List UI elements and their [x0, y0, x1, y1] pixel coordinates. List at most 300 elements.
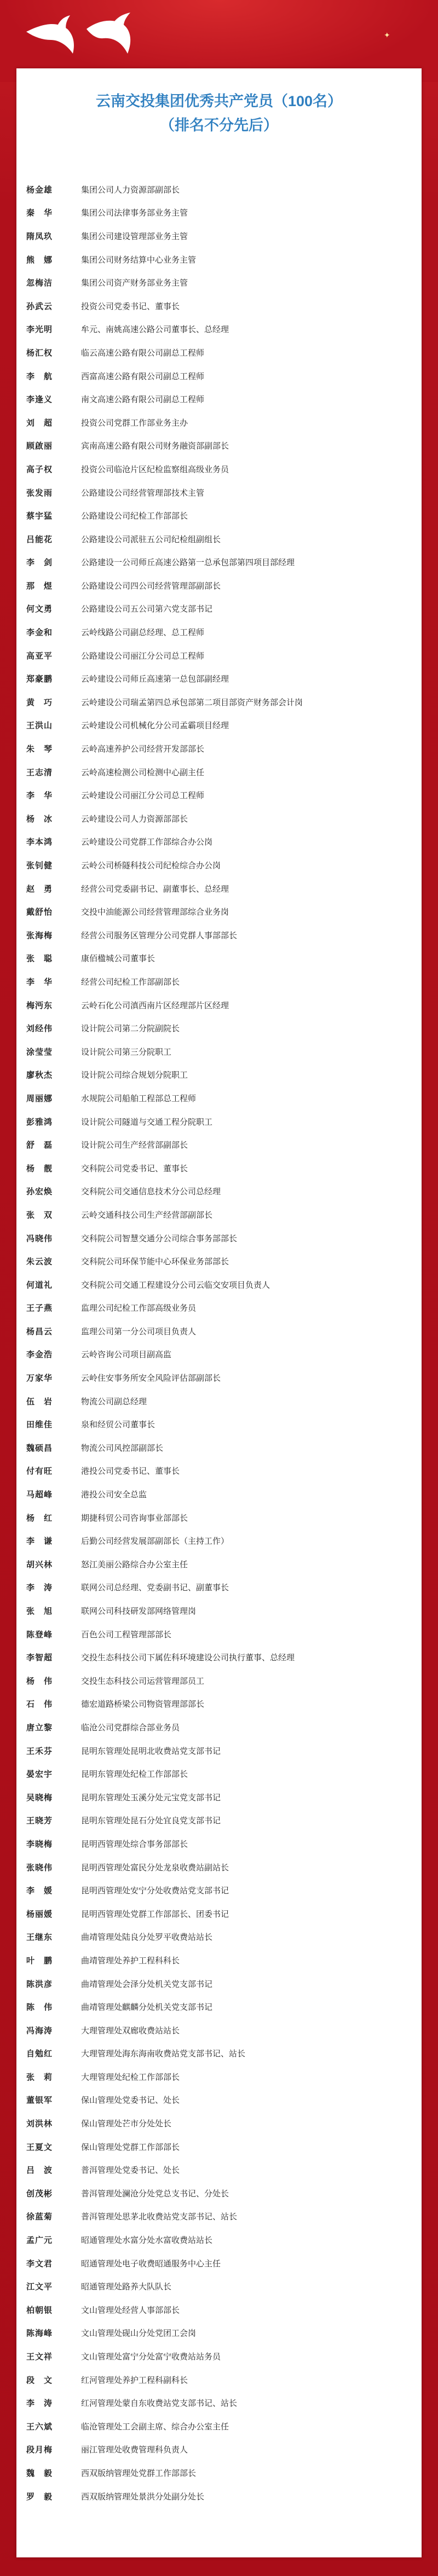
member-name: 冯海涛: [26, 2025, 53, 2036]
member-name: 叶 鹏: [26, 1955, 53, 1966]
member-name: 朱 琴: [26, 744, 53, 754]
member-organization: 昆明东管理处玉溪分处元宝党支部书记: [81, 1792, 221, 1802]
member-organization: 昆明东管理处纪检工作部部长: [81, 1769, 188, 1780]
member-row: [21, 527, 415, 551]
member-organization: 康佰楹城公司董事长: [81, 953, 155, 964]
member-name: 高亚平: [26, 650, 53, 661]
member-organization: 临云高速公路有限公司副总工程师: [81, 347, 205, 358]
member-organization: 云岭建设公司丽江分公司总工程师: [81, 790, 205, 801]
member-organization: 物流公司副总经理: [81, 1396, 147, 1406]
member-organization: 后勤公司经营发展部副部长（主持工作）: [81, 1536, 229, 1546]
member-name: 胡兴林: [26, 1559, 53, 1569]
member-name: 张 聪: [26, 953, 53, 964]
member-name: 段 文: [26, 2375, 53, 2385]
member-row: [21, 877, 415, 900]
member-organization: 丽江管理处收费管理科负责人: [81, 2445, 188, 2455]
member-organization: 昭通管理处路养大队队长: [81, 2282, 172, 2292]
member-organization: 西富高速公路有限公司副总工程师: [81, 371, 205, 381]
member-organization: 大理管理处纪检工作部部长: [81, 2072, 180, 2082]
member-organization: 南文高速公路有限公司副总工程师: [81, 394, 205, 405]
member-name: 忽梅洁: [26, 278, 53, 288]
member-name: 隋凤玖: [26, 231, 53, 241]
members-card: [16, 68, 422, 2557]
member-row: [21, 1832, 415, 1856]
member-row: [21, 1879, 415, 1902]
member-name: 郑豪鹏: [26, 674, 53, 684]
member-name: 自勉红: [26, 2049, 53, 2059]
member-organization: 交科院公司环保节能中心环保业务部部长: [81, 1257, 229, 1267]
member-name: 李 华: [26, 790, 53, 801]
member-row: [21, 2019, 415, 2042]
member-name: 高子权: [26, 464, 53, 474]
member-row: [21, 807, 415, 830]
member-row: [21, 248, 415, 271]
member-row: [21, 2182, 415, 2205]
member-name: 刘经伟: [26, 1024, 53, 1034]
member-name: 那 煜: [26, 580, 53, 591]
member-row: [21, 1273, 415, 1296]
member-row: [21, 2345, 415, 2368]
member-row: [21, 830, 415, 854]
member-name: 廖秋杰: [26, 1070, 53, 1080]
member-organization: 交科院公司交通信息技术分公司总经理: [81, 1187, 221, 1197]
member-name: 李金浩: [26, 1350, 53, 1360]
member-organization: 集团公司法律事务部业务主管: [81, 208, 188, 218]
member-name: 彭雅鸿: [26, 1117, 53, 1127]
member-row: [21, 923, 415, 947]
member-name: 刘 超: [26, 417, 53, 428]
member-organization: 曲靖管理处会泽分处机关党支部书记: [81, 1979, 213, 1989]
member-row: [21, 551, 415, 574]
member-row: [21, 760, 415, 784]
member-name: 付有旺: [26, 1466, 53, 1476]
member-organization: 保山管理处芒市分处处长: [81, 2119, 172, 2129]
member-name: 李 媛: [26, 1886, 53, 1896]
member-name: 段月梅: [26, 2445, 53, 2455]
member-name: 魏硕昌: [26, 1443, 53, 1453]
member-name: 王禾芬: [26, 1746, 53, 1756]
member-organization: 云岭建设公司瑞孟第四总承包部第二项目部资产财务部会计岗: [81, 697, 303, 707]
member-row: [21, 1086, 415, 1110]
page-title: 云南交投集团优秀共产党员（100名）: [95, 93, 343, 109]
member-name: 杨金雄: [26, 184, 53, 195]
member-row: [21, 667, 415, 690]
member-row: [21, 1133, 415, 1156]
member-organization: 监理公司第一分公司项目负责人: [81, 1326, 197, 1336]
member-organization: 设计院公司第三分院职工: [81, 1046, 172, 1057]
member-name: 李 剑: [26, 557, 53, 568]
member-name: 李晓梅: [26, 1839, 53, 1849]
member-row: [21, 364, 415, 388]
member-name: 李智超: [26, 1653, 53, 1663]
member-organization: 曲靖管理处养护工程科科长: [81, 1955, 180, 1966]
member-organization: 云岭线路公司副总经理、总工程师: [81, 627, 205, 638]
member-row: [21, 1063, 415, 1087]
member-row: [21, 1110, 415, 1133]
member-organization: 文山管理处砚山分处党团工会岗: [81, 2328, 197, 2339]
member-row: [21, 2485, 415, 2508]
member-row: [21, 2089, 415, 2112]
member-organization: 西双版纳管理处党群工作部部长: [81, 2468, 197, 2478]
member-organization: 交科院公司智慧交通分公司综合事务部部长: [81, 1233, 238, 1243]
member-row: [21, 2158, 415, 2182]
member-organization: 设计院公司第二分院副院长: [81, 1024, 180, 1034]
member-name: 王夏文: [26, 2142, 53, 2152]
member-name: 张 莉: [26, 2072, 53, 2082]
member-name: 秦 华: [26, 208, 53, 218]
member-organization: 期捷科贸公司咨询事业部部长: [81, 1513, 188, 1523]
member-organization: 普洱管理处党委书记、处长: [81, 2165, 180, 2176]
member-name: 吕能花: [26, 534, 53, 544]
member-organization: 文山管理处经营人事部部长: [81, 2305, 180, 2315]
member-row: [21, 2252, 415, 2275]
member-name: 杨 靓: [26, 1163, 53, 1173]
doves-icon: [21, 10, 141, 70]
member-name: 吕 波: [26, 2165, 53, 2176]
member-organization: 云岭建设公司师丘高速第一总包部副经理: [81, 674, 229, 684]
member-row: [21, 1180, 415, 1203]
member-organization: 经营公司服务区管理分公司党群人事部部长: [81, 930, 238, 940]
member-row: [21, 2298, 415, 2322]
member-organization: 投资公司党群工作部业务主办: [81, 417, 188, 428]
member-row: [21, 2112, 415, 2135]
member-organization: 公路建设公司派驻五公司纪检组副组长: [81, 534, 221, 544]
member-organization: 交投中油能源公司经营管理部综合业务岗: [81, 907, 229, 917]
member-organization: 昆明东管理处昆石分处宜良党支部书记: [81, 1816, 221, 1826]
member-row: [21, 457, 415, 481]
member-name: 创茂彬: [26, 2188, 53, 2199]
member-list: [21, 178, 415, 2508]
member-row: [21, 1669, 415, 1693]
member-organization: 集团公司财务结算中心业务主管: [81, 254, 197, 265]
member-name: 何文勇: [26, 604, 53, 614]
member-organization: 交科院公司交通工程建设分公司云临交安项目负责人: [81, 1280, 270, 1290]
member-name: 孟广元: [26, 2235, 53, 2246]
member-organization: 公路建设一公司师丘高速公路第一总承包部第四项目部经理: [81, 557, 295, 568]
member-organization: 交投生态科技公司运营管理部员工: [81, 1676, 205, 1686]
member-name: 张海梅: [26, 930, 53, 940]
member-name: 董银军: [26, 2095, 53, 2106]
member-organization: 云岭高速养护公司经营开发部部长: [81, 744, 205, 754]
member-name: 张 双: [26, 1210, 53, 1220]
member-row: [21, 900, 415, 923]
member-row: [21, 2135, 415, 2159]
member-organization: 昆明西管理处安宁分处收费站党支部书记: [81, 1886, 229, 1896]
member-row: [21, 1856, 415, 1879]
member-row: [21, 1576, 415, 1600]
member-row: [21, 1482, 415, 1506]
member-organization: 西双版纳管理处景洪分处副分处长: [81, 2491, 205, 2502]
member-name: 赵 勇: [26, 883, 53, 894]
member-name: 杨 伟: [26, 1676, 53, 1686]
member-organization: 云岭建设公司人力资源部部长: [81, 813, 188, 824]
member-name: 李逢义: [26, 394, 53, 405]
member-name: 李金和: [26, 627, 53, 638]
member-organization: 泉和经贸公司董事长: [81, 1420, 155, 1430]
member-organization: 港投公司安全总监: [81, 1490, 147, 1500]
member-organization: 物流公司风控部副部长: [81, 1443, 164, 1453]
member-name: 马超峰: [26, 1490, 53, 1500]
member-row: [21, 2391, 415, 2415]
member-name: 王子燕: [26, 1303, 53, 1313]
member-organization: 设计院公司生产经营部副部长: [81, 1140, 188, 1150]
member-organization: 公路建设公司丽江分公司总工程师: [81, 650, 205, 661]
member-row: [21, 1506, 415, 1530]
member-name: 朱云波: [26, 1257, 53, 1267]
member-name: 张钊健: [26, 860, 53, 871]
member-organization: 交投生态科技公司下属佐科环境建设公司执行董事、总经理: [81, 1653, 295, 1663]
member-name: 李本鸿: [26, 837, 53, 847]
member-name: 李文君: [26, 2258, 53, 2269]
member-name: 舒 磊: [26, 1140, 53, 1150]
member-row: [21, 1902, 415, 1926]
member-name: 张发雨: [26, 487, 53, 498]
member-row: [21, 1693, 415, 1716]
member-row: [21, 644, 415, 667]
member-row: [21, 1645, 415, 1669]
member-name: 杨 冰: [26, 813, 53, 824]
member-organization: 德宏道路桥梁公司物资管理部部长: [81, 1699, 205, 1709]
member-name: 梅沔东: [26, 1000, 53, 1010]
member-organization: 曲靖管理处麒麟分处机关党支部书记: [81, 2002, 213, 2013]
member-organization: 投资公司党委书记、董事长: [81, 301, 180, 311]
member-row: [21, 1366, 415, 1389]
member-name: 刘洪林: [26, 2119, 53, 2129]
member-name: 石 伟: [26, 1699, 53, 1709]
member-row: [21, 1552, 415, 1576]
member-organization: 公路建设公司四公司经营管理部副部长: [81, 580, 221, 591]
member-row: [21, 1739, 415, 1763]
member-row: [21, 1412, 415, 1436]
member-organization: 云岭石化公司滇西南片区经理部片区经理: [81, 1000, 229, 1010]
member-name: 陈海峰: [26, 2328, 53, 2339]
member-row: [21, 341, 415, 364]
sparkle-icon: ✦: [384, 31, 390, 40]
member-row: [21, 178, 415, 201]
member-row: [21, 1343, 415, 1366]
member-row: [21, 2205, 415, 2229]
member-organization: 临沧管理处工会副主席、综合办公室主任: [81, 2421, 229, 2432]
member-name: 杨昌云: [26, 1326, 53, 1336]
member-organization: 昭通管理处水富分处水富收费站站长: [81, 2235, 213, 2246]
member-name: 柏朝银: [26, 2305, 53, 2315]
member-row: [21, 504, 415, 527]
member-organization: 百色公司工程管理部部长: [81, 1629, 172, 1639]
member-name: 吴晓梅: [26, 1792, 53, 1802]
member-organization: 临沧公司党群综合部业务员: [81, 1722, 180, 1732]
member-row: [21, 1203, 415, 1226]
member-organization: 云岭公司桥隧科技公司纪检综合办公岗: [81, 860, 221, 871]
member-row: [21, 1249, 415, 1273]
member-organization: 云岭咨询公司项目副高监: [81, 1350, 172, 1360]
member-row: [21, 1623, 415, 1646]
member-organization: 昆明西管理处党群工作部部长、团委书记: [81, 1909, 229, 1919]
member-organization: 云岭建设公司机械化分公司孟霸项目经理: [81, 720, 229, 731]
member-organization: 云岭交通科技公司生产经营部副部长: [81, 1210, 213, 1220]
member-name: 李 涛: [26, 2398, 53, 2409]
member-organization: 公路建设公司纪检工作部部长: [81, 511, 188, 521]
member-row: [21, 1995, 415, 2019]
member-row: [21, 201, 415, 225]
member-organization: 曲靖管理处陆良分处罗平收费站站长: [81, 1932, 213, 1943]
member-name: 张 旭: [26, 1606, 53, 1616]
member-organization: 水规院公司船舶工程部总工程师: [81, 1093, 197, 1103]
member-row: [21, 1599, 415, 1623]
member-row: [21, 1319, 415, 1343]
member-row: [21, 1809, 415, 1833]
member-row: [21, 1436, 415, 1459]
member-organization: 港投公司党委书记、董事长: [81, 1466, 180, 1476]
member-row: [21, 714, 415, 737]
member-organization: 昭通管理处电子收费昭通服务中心主任: [81, 2258, 221, 2269]
member-name: 王晓芳: [26, 1816, 53, 1826]
member-row: [21, 1040, 415, 1063]
member-row: [21, 387, 415, 411]
member-row: [21, 1529, 415, 1552]
member-organization: 经营公司纪检工作部副部长: [81, 976, 180, 987]
member-name: 江文平: [26, 2282, 53, 2292]
member-name: 孙宏焕: [26, 1187, 53, 1197]
member-row: [21, 737, 415, 760]
member-row: [21, 690, 415, 714]
member-name: 戴舒怡: [26, 907, 53, 917]
member-row: [21, 1972, 415, 1996]
member-organization: 公路建设公司五公司第六党支部书记: [81, 604, 213, 614]
member-row: [21, 224, 415, 248]
member-organization: 集团公司资产财务部业务主管: [81, 278, 188, 288]
member-name: 顾啟丽: [26, 441, 53, 451]
member-row: [21, 1762, 415, 1786]
member-row: [21, 1949, 415, 1972]
member-row: [21, 1786, 415, 1809]
member-name: 王洪山: [26, 720, 53, 731]
member-organization: 文山管理处富宁分处富宁收费站站务员: [81, 2352, 221, 2362]
member-name: 李 华: [26, 976, 53, 987]
member-name: 周丽娜: [26, 1093, 53, 1103]
member-row: [21, 970, 415, 993]
member-organization: 公路建设公司经营管理部技术主管: [81, 487, 205, 498]
member-organization: 昆明西管理处综合事务部部长: [81, 1839, 188, 1849]
member-name: 杨汇权: [26, 347, 53, 358]
member-organization: 设计院公司隧道与交通工程分院职工: [81, 1117, 213, 1127]
member-name: 王六斌: [26, 2421, 53, 2432]
member-organization: 宾南高速公路有限公司财务融资部副部长: [81, 441, 229, 451]
member-name: 张晓伟: [26, 1862, 53, 1873]
member-row: [21, 271, 415, 294]
member-row: [21, 947, 415, 970]
member-row: [21, 2275, 415, 2298]
member-organization: 大理管理处海东海南收费站党支部书记、站长: [81, 2049, 246, 2059]
member-organization: 大理管理处双廊收费站站长: [81, 2025, 180, 2036]
member-row: [21, 597, 415, 621]
member-name: 王继东: [26, 1932, 53, 1943]
member-row: [21, 434, 415, 458]
member-row: [21, 993, 415, 1017]
member-row: [21, 2461, 415, 2485]
member-name: 王志清: [26, 767, 53, 777]
member-row: [21, 1716, 415, 1739]
member-organization: 怒江美丽公路综合办公室主任: [81, 1559, 188, 1569]
member-name: 陈 伟: [26, 2002, 53, 2013]
member-row: [21, 783, 415, 807]
member-organization: 云岭住安事务所安全风险评估部副部长: [81, 1373, 221, 1383]
member-row: [21, 481, 415, 504]
member-row: [21, 853, 415, 877]
member-row: [21, 620, 415, 644]
member-name: 熊 娜: [26, 254, 53, 265]
member-row: [21, 1459, 415, 1483]
member-name: 唐立黎: [26, 1722, 53, 1732]
member-row: [21, 574, 415, 597]
member-name: 李光明: [26, 324, 53, 335]
member-row: [21, 1226, 415, 1250]
member-organization: 牟元、南姚高速公路公司董事长、总经理: [81, 324, 229, 335]
member-organization: 集团公司人力资源部副部长: [81, 184, 180, 195]
member-organization: 保山管理处党群工作部部长: [81, 2142, 180, 2152]
member-name: 涂莹莹: [26, 1046, 53, 1057]
member-name: 魏 毅: [26, 2468, 53, 2478]
page-subtitle: （排名不分先后）: [160, 117, 278, 133]
member-name: 王文祥: [26, 2352, 53, 2362]
member-organization: 红河管理处蒙自东收费站党支部书记、站长: [81, 2398, 238, 2409]
member-organization: 普洱管理处思茅北收费站党支部书记、站长: [81, 2212, 238, 2222]
member-organization: 经营公司党委副书记、副董事长、总经理: [81, 883, 229, 894]
member-organization: 保山管理处党委书记、处长: [81, 2095, 180, 2106]
member-organization: 联网公司科技研发部网络管理岗: [81, 1606, 197, 1616]
member-row: [21, 2368, 415, 2392]
member-row: [21, 2438, 415, 2462]
member-row: [21, 1156, 415, 1180]
member-row: [21, 2228, 415, 2252]
member-row: [21, 1016, 415, 1040]
member-organization: 昆明东管理处昆明北收费站党支部书记: [81, 1746, 221, 1756]
member-organization: 云岭高速检测公司检测中心副主任: [81, 767, 205, 777]
member-name: 李 航: [26, 371, 53, 381]
member-name: 冯晓伟: [26, 1233, 53, 1243]
member-organization: 联网公司总经理、党委副书记、副董事长: [81, 1583, 229, 1593]
member-name: 万家华: [26, 1373, 53, 1383]
member-row: [21, 2042, 415, 2066]
member-name: 孙武云: [26, 301, 53, 311]
member-organization: 交科院公司党委书记、董事长: [81, 1163, 188, 1173]
member-row: [21, 411, 415, 434]
member-name: 陈洪彦: [26, 1979, 53, 1989]
member-name: 陈登峰: [26, 1629, 53, 1639]
member-name: 罗 毅: [26, 2491, 53, 2502]
member-row: [21, 1296, 415, 1320]
member-name: 杨 红: [26, 1513, 53, 1523]
member-row: [21, 1926, 415, 1949]
member-organization: 普洱管理处澜沧分处党总支书记、分处长: [81, 2188, 229, 2199]
member-row: [21, 2322, 415, 2345]
member-name: 何道礼: [26, 1280, 53, 1290]
member-name: 李 涛: [26, 1583, 53, 1593]
member-name: 田维佳: [26, 1420, 53, 1430]
member-name: 杨丽媛: [26, 1909, 53, 1919]
member-name: 伍 岩: [26, 1396, 53, 1406]
member-row: [21, 2065, 415, 2089]
member-name: 李 谦: [26, 1536, 53, 1546]
member-name: 徐蓝菊: [26, 2212, 53, 2222]
member-organization: 投资公司临沧片区纪检监察组高级业务员: [81, 464, 229, 474]
member-organization: 云岭建设公司党群工作部综合办公岗: [81, 837, 213, 847]
member-organization: 昆明西管理处富民分处龙泉收费站副站长: [81, 1862, 229, 1873]
member-organization: 监理公司纪检工作部高级业务员: [81, 1303, 197, 1313]
member-row: [21, 2415, 415, 2438]
member-organization: 设计院公司综合规划分院职工: [81, 1070, 188, 1080]
member-name: 蔡宇猛: [26, 511, 53, 521]
member-row: [21, 294, 415, 318]
